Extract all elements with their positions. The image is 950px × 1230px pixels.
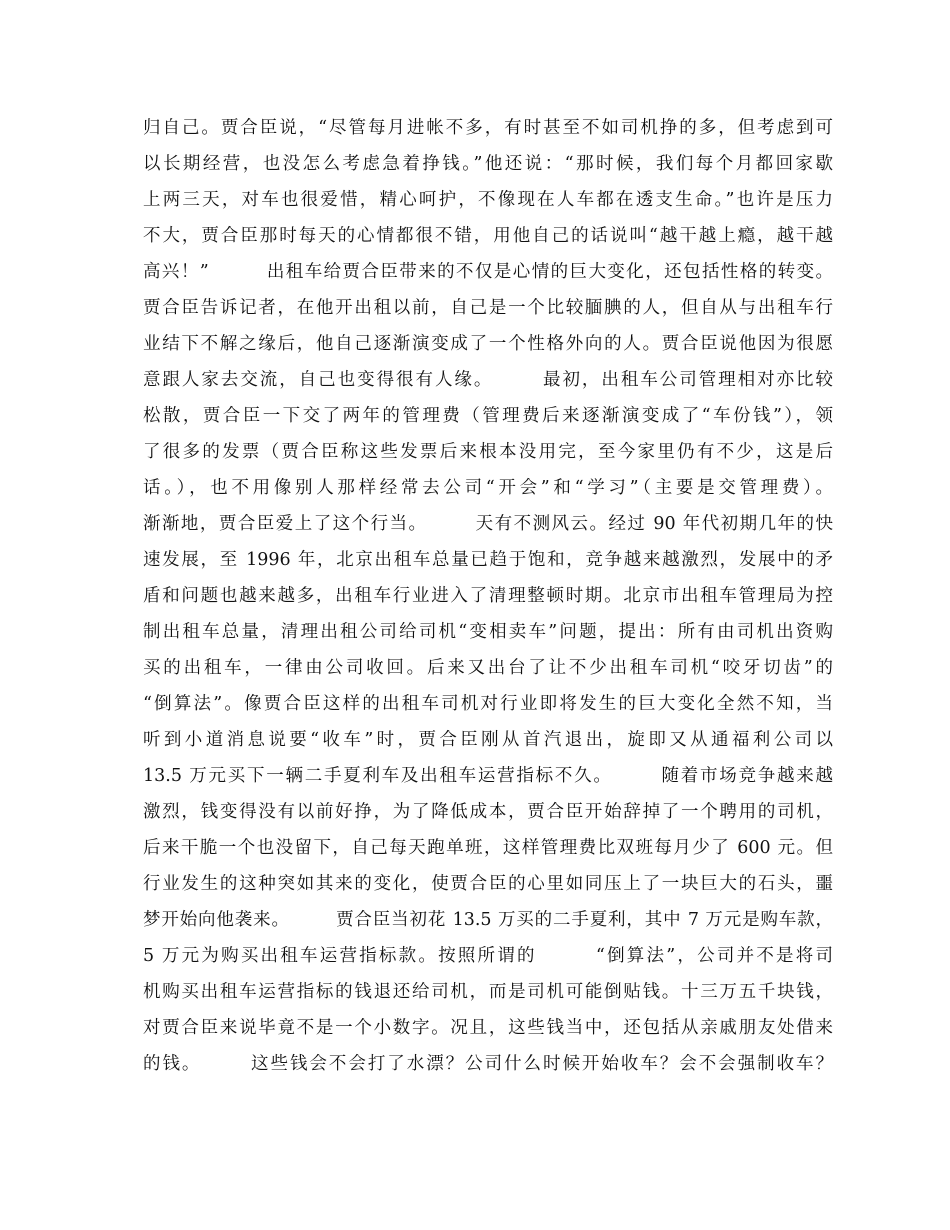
- text-line-4: 不大，贾合臣那时每天的心情都很不错，用他自己的话说叫“越干越上瘾，越干越: [143, 226, 833, 246]
- text-line-8: 意跟人家去交流，自己也变得很有人缘。 最初，出租车公司管理相对亦比较: [143, 370, 833, 390]
- text-line-22: 行业发生的这种突如其来的变化，使贾合臣的心里如同压上了一块巨大的石头，噩: [143, 874, 833, 894]
- text-line-27: 的钱。 这些钱会不会打了水漂？公司什么时候开始收车？会不会强制收车？: [143, 1054, 833, 1074]
- text-line-11: 话。），也不用像别人那样经常去公司“开会”和“学习”（主要是交管理费）。: [143, 478, 833, 498]
- text-line-23: 梦开始向他袭来。 贾合臣当初花 13.5 万买的二手夏利，其中 7 万元是购车款，: [143, 910, 833, 930]
- text-line-17: “倒算法”。像贾合臣这样的出租车司机对行业即将发生的巨大变化全然不知，当: [143, 694, 833, 714]
- text-line-25: 机购买出租车运营指标的钱退还给司机，而是司机可能倒贴钱。十三万五千块钱，: [143, 982, 833, 1002]
- text-line-19: 13.5 万元买下一辆二手夏利车及出租车运营指标不久。 随着市场竞争越来越: [143, 766, 833, 786]
- text-line-18: 听到小道消息说要“收车”时，贾合臣刚从首汽退出，旋即又从通福利公司以: [143, 730, 833, 750]
- text-line-21: 后来干脆一个也没留下，自己每天跑单班，这样管理费比双班每月少了 600 元。但: [143, 838, 833, 858]
- text-line-3: 上两三天，对车也很爱惜，精心呵护，不像现在人车都在透支生命。”也许是压力: [143, 190, 833, 210]
- text-line-20: 激烈，钱变得没有以前好挣，为了降低成本，贾合臣开始辞掉了一个聘用的司机，: [143, 802, 833, 822]
- text-line-1: 归自己。贾合臣说，“尽管每月进帐不多，有时甚至不如司机挣的多，但考虑到可: [143, 118, 833, 138]
- text-line-12: 渐渐地，贾合臣爱上了这个行当。 天有不测风云。经过 90 年代初期几年的快: [143, 514, 833, 534]
- text-line-6: 贾合臣告诉记者，在他开出租以前，自己是一个比较腼腆的人，但自从与出租车行: [143, 298, 833, 318]
- text-line-13: 速发展，至 1996 年，北京出租车总量已趋于饱和，竞争越来越激烈，发展中的矛: [143, 550, 833, 570]
- text-line-7: 业结下不解之缘后，他自己逐渐演变成了一个性格外向的人。贾合臣说他因为很愿: [143, 334, 833, 354]
- article-body: [143, 110, 833, 1082]
- text-line-15: 制出租车总量，清理出租公司给司机“变相卖车”问题，提出：所有由司机出资购: [143, 622, 833, 642]
- text-line-26: 对贾合臣来说毕竟不是一个小数字。况且，这些钱当中，还包括从亲戚朋友处借来: [143, 1018, 833, 1038]
- text-line-16: 买的出租车，一律由公司收回。后来又出台了让不少出租车司机“咬牙切齿”的: [143, 658, 833, 678]
- text-line-24: 5 万元为购买出租车运营指标款。按照所谓的 “倒算法”，公司并不是将司: [143, 946, 833, 966]
- text-line-10: 了很多的发票（贾合臣称这些发票后来根本没用完，至今家里仍有不少，这是后: [143, 442, 833, 462]
- text-line-14: 盾和问题也越来越多，出租车行业进入了清理整顿时期。北京市出租车管理局为控: [143, 586, 833, 606]
- text-line-5: 高兴！” 出租车给贾合臣带来的不仅是心情的巨大变化，还包括性格的转变。: [143, 262, 833, 282]
- text-line-2: 以长期经营，也没怎么考虑急着挣钱。”他还说：“那时候，我们每个月都回家歇: [143, 154, 833, 174]
- text-line-9: 松散，贾合臣一下交了两年的管理费（管理费后来逐渐演变成了“车份钱”），领: [143, 406, 833, 426]
